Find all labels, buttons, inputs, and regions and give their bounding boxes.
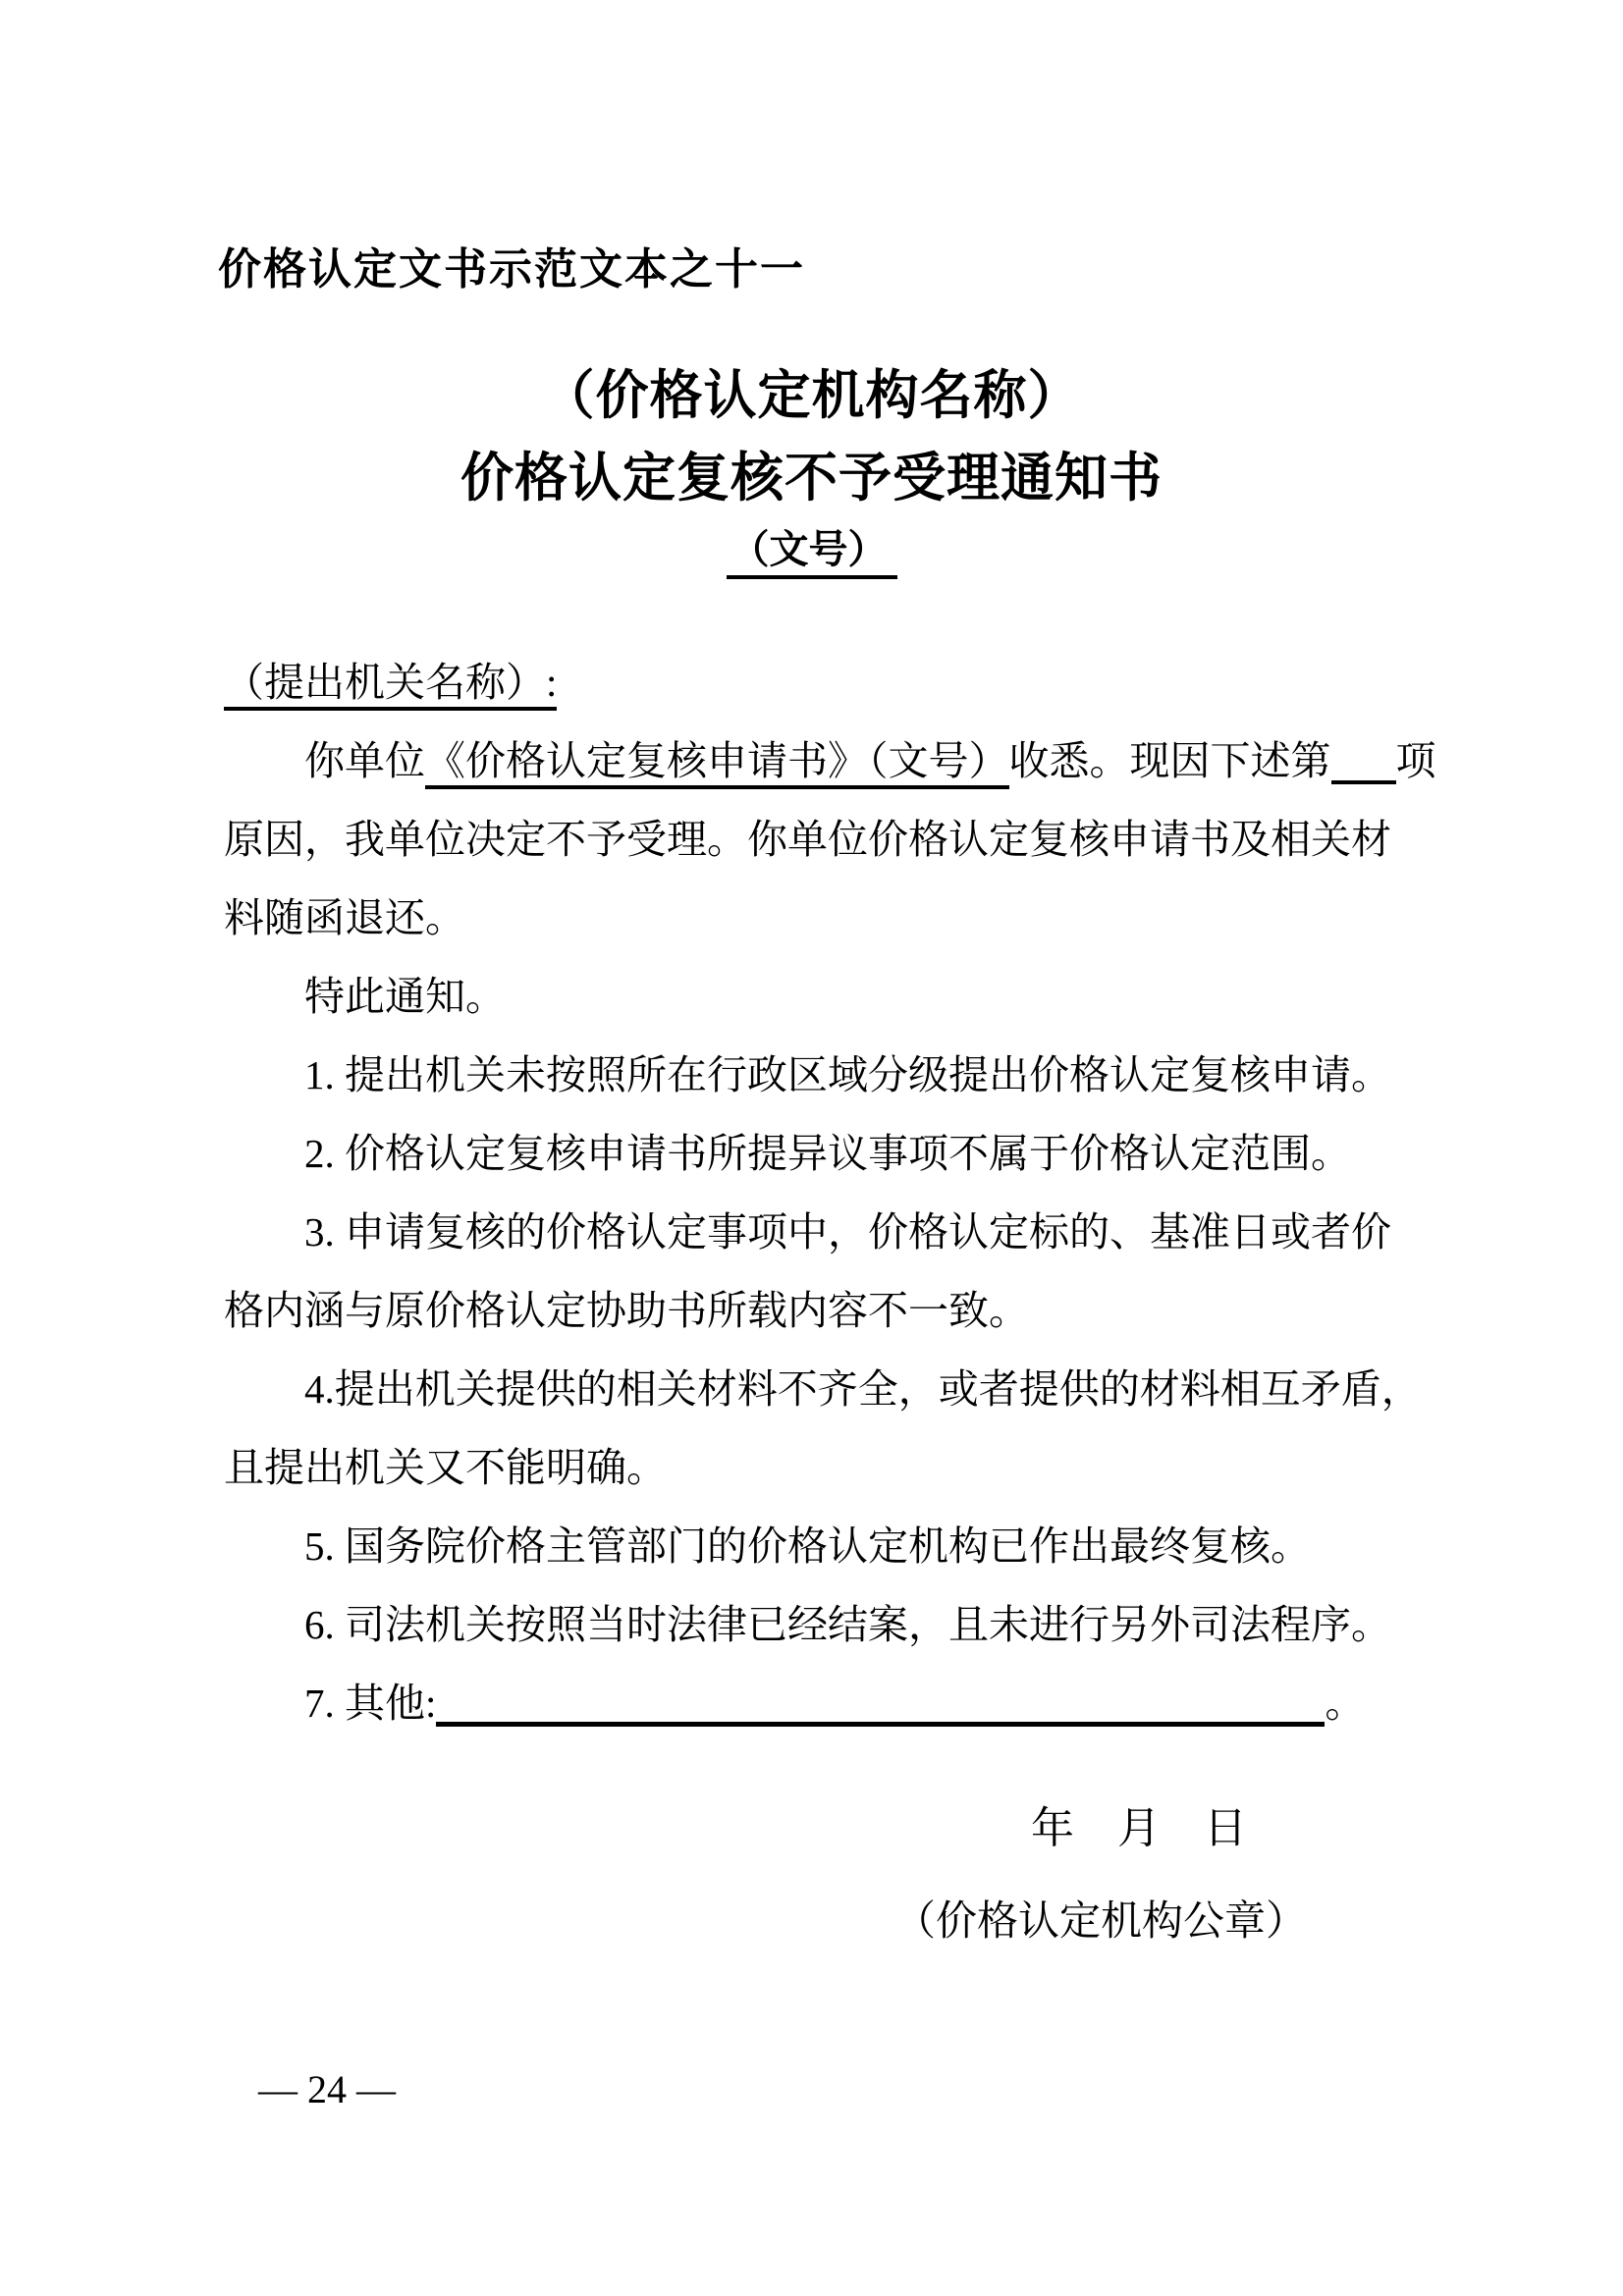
reason-item-1: 1. 提出机关未按照所在行政区域分级提出价格认定复核申请。 xyxy=(304,1052,1391,1097)
para1-tail: 项 xyxy=(1395,738,1436,783)
para1-line2: 原因，我单位决定不予受理。你单位价格认定复核申请书及相关材 xyxy=(224,817,1391,862)
reason-item-6: 6. 司法机关按照当时法律已经结案，且未进行另外司法程序。 xyxy=(304,1602,1391,1647)
seal-line: （价格认定机构公章） xyxy=(893,1899,1307,1945)
reason-item-5: 5. 国务院价格主管部门的价格认定机构已作出最终复核。 xyxy=(304,1523,1311,1569)
reason-item-3-line1: 3. 申请复核的价格认定事项中，价格认定标的、基准日或者价 xyxy=(304,1209,1391,1255)
blank-other-reason xyxy=(436,1720,1325,1727)
para1-lead: 你单位 xyxy=(304,738,425,783)
notice-line: 特此通知。 xyxy=(304,974,506,1019)
para1-mid: 收悉。现因下述第 xyxy=(1008,738,1331,783)
title-org-name: （价格认定机构名称） xyxy=(541,366,1082,425)
salutation-underlined: （提出机关名称）: xyxy=(224,660,557,711)
page-number: — 24 — xyxy=(258,2067,396,2111)
reason-item-7 xyxy=(224,1664,1422,1742)
reason-item-2: 2. 价格认定复核申请书所提异议事项不属于价格认定范围。 xyxy=(304,1131,1351,1176)
reason-item-7-period: 。 xyxy=(1325,1681,1366,1726)
title-doc-number xyxy=(0,518,1623,574)
para1-line3: 料随函退还。 xyxy=(224,895,465,940)
doc-series-label: 价格认定文书示范文本之十一 xyxy=(218,245,805,294)
document-body xyxy=(224,643,1436,1742)
para1-line1 xyxy=(224,721,1436,800)
blank-item-number xyxy=(1331,778,1396,784)
reason-item-3-line2: 格内涵与原价格认定协助书所载内容不一致。 xyxy=(224,1288,1029,1333)
reason-item-7-label: 7. 其他: xyxy=(304,1681,437,1726)
reason-item-4-line1: 4.提出机关提供的相关材料不齐全，或者提供的材料相互矛盾， xyxy=(304,1366,1422,1412)
application-ref-underlined: 《价格认定复核申请书》（文号） xyxy=(425,738,1009,789)
title-main: 价格认定复核不予受理通知书 xyxy=(460,449,1163,507)
date-line: 年 月 日 xyxy=(1031,1804,1247,1852)
salutation-line xyxy=(224,643,1422,721)
reason-item-4-line2: 且提出机关又不能明确。 xyxy=(224,1445,667,1490)
doc-number-underlined: （文号） xyxy=(727,527,897,579)
